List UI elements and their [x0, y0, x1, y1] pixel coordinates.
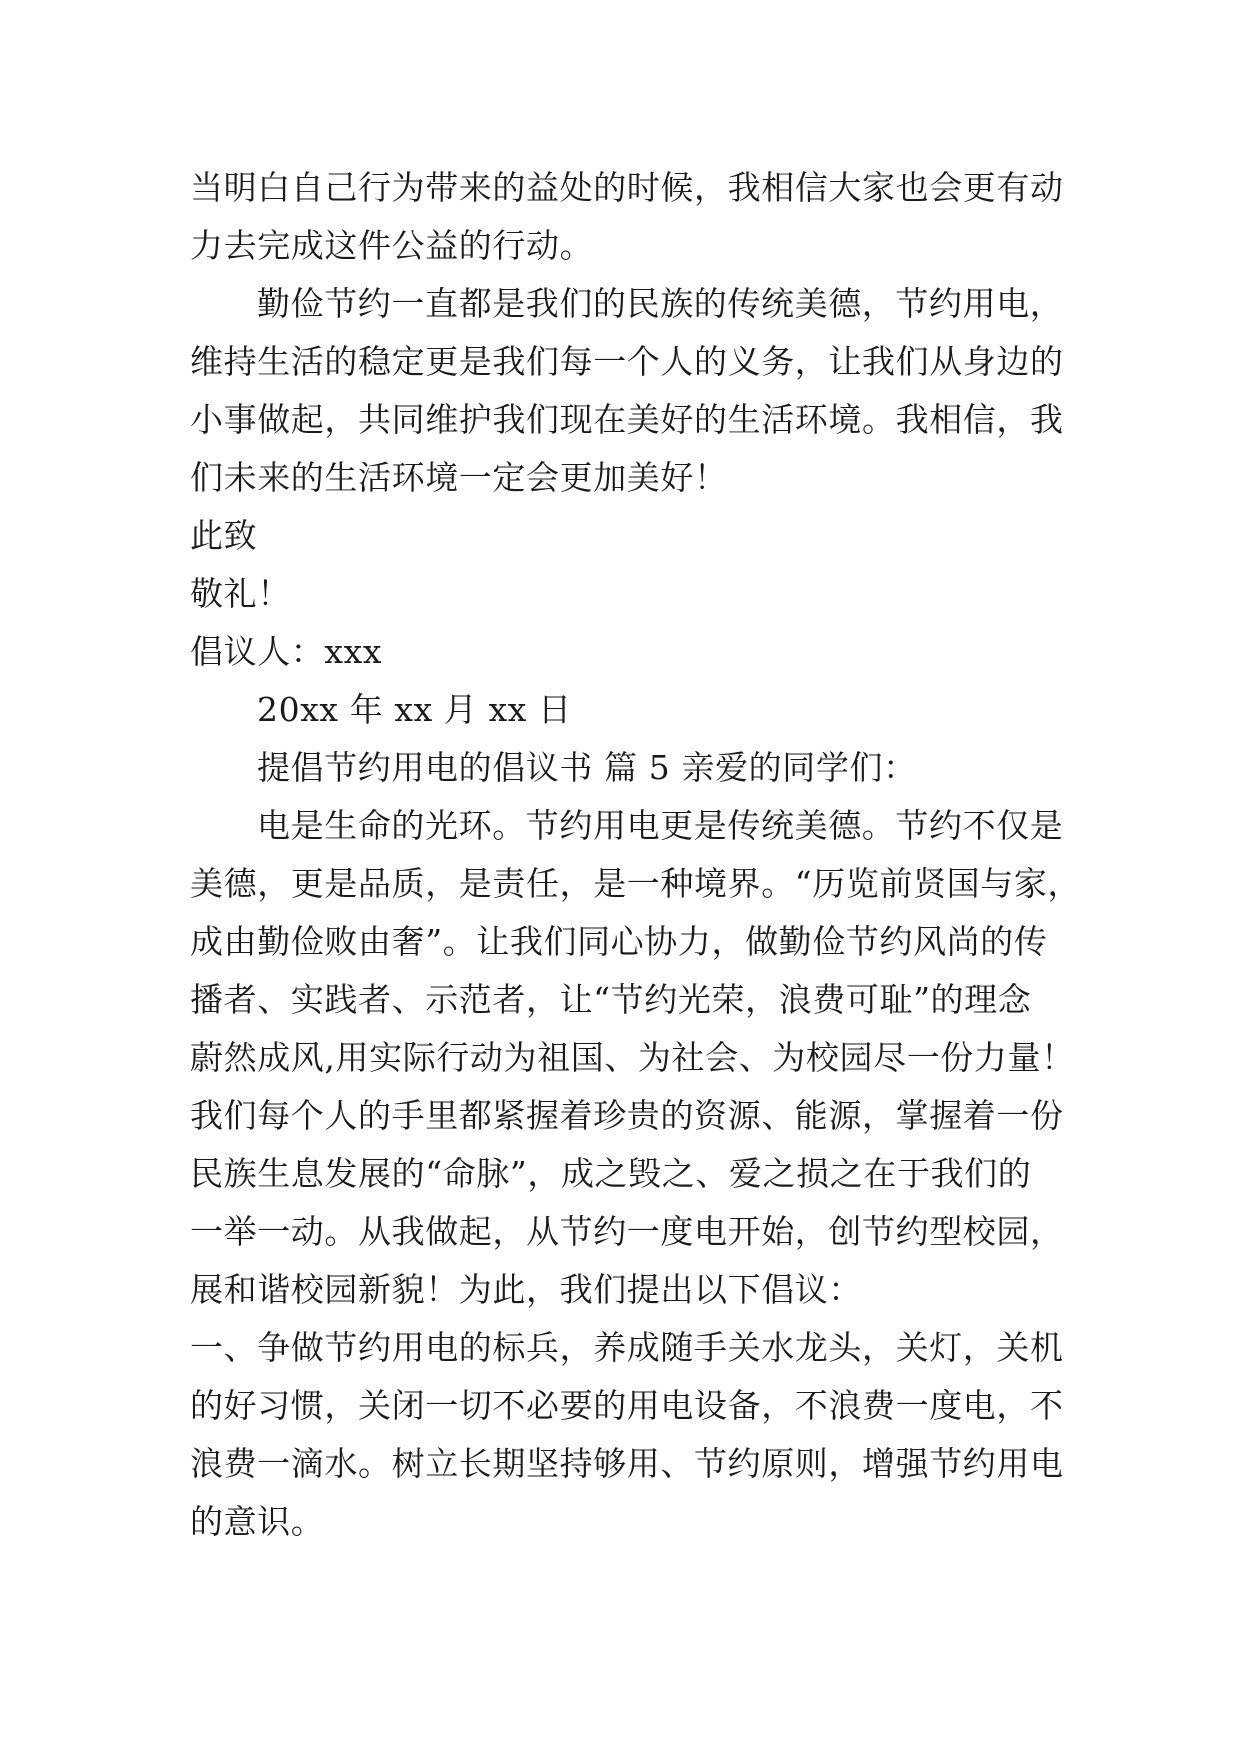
paragraph-line: 力去完成这件公益的行动。 [190, 226, 594, 265]
paragraph-line: 的好习惯，关闭一切不必要的用电设备，不浪费一度电，不 [190, 1386, 1064, 1425]
paragraph-line: 们未来的生活环境一定会更加美好！ [190, 458, 728, 497]
paragraph-line: 的意识。 [190, 1502, 325, 1541]
paragraph-line: 维持生活的稳定更是我们每一个人的义务，让我们从身边的 [190, 342, 1064, 381]
paragraph-line: 我们每个人的手里都紧握着珍贵的资源、能源，掌握着一份 [190, 1096, 1064, 1135]
paragraph-line: 民族生息发展的“命脉”，成之毁之、爱之损之在于我们的 [190, 1154, 1032, 1193]
paragraph-line: 当明白自己行为带来的益处的时候，我相信大家也会更有动 [190, 168, 1064, 207]
paragraph-line: 蔚然成风,用实际行动为祖国、为社会、为校园尽一份力量！ [190, 1038, 1075, 1077]
closing-regards: 敬礼！ [190, 574, 291, 613]
paragraph-line: 展和谐校园新貌！为此，我们提出以下倡议： [190, 1270, 862, 1309]
paragraph-line: 美德，更是品质，是责任，是一种境界。“历览前贤国与家， [190, 864, 1082, 903]
paragraph-line: 浪费一滴水。树立长期坚持够用、节约原则，增强节约用电 [190, 1444, 1064, 1483]
date-line: 20xx 年 xx 月 xx 日 [257, 690, 572, 729]
closing-salutation: 此致 [190, 516, 258, 555]
paragraph-line: 勤俭节约一直都是我们的民族的传统美德，节约用电， [257, 284, 1064, 323]
paragraph-line: 小事做起，共同维护我们现在美好的生活环境。我相信，我 [190, 400, 1064, 439]
paragraph-line: 播者、实践者、示范者，让“节约光荣，浪费可耻”的理念 [190, 980, 1032, 1019]
paragraph-line: 成由勤俭败由奢”。让我们同心协力，做勤俭节约风尚的传 [190, 922, 1048, 961]
paragraph-line: 一、争做节约用电的标兵，养成随手关水龙头，关灯，关机 [190, 1328, 1064, 1367]
paragraph-line: 电是生命的光环。节约用电更是传统美德。节约不仅是 [257, 806, 1064, 845]
section-heading: 提倡节约用电的倡议书 篇 5 亲爱的同学们： [257, 748, 917, 787]
proposer-signature: 倡议人：xxx [190, 632, 383, 671]
paragraph-line: 一举一动。从我做起，从节约一度电开始，创节约型校园， [190, 1212, 1064, 1251]
